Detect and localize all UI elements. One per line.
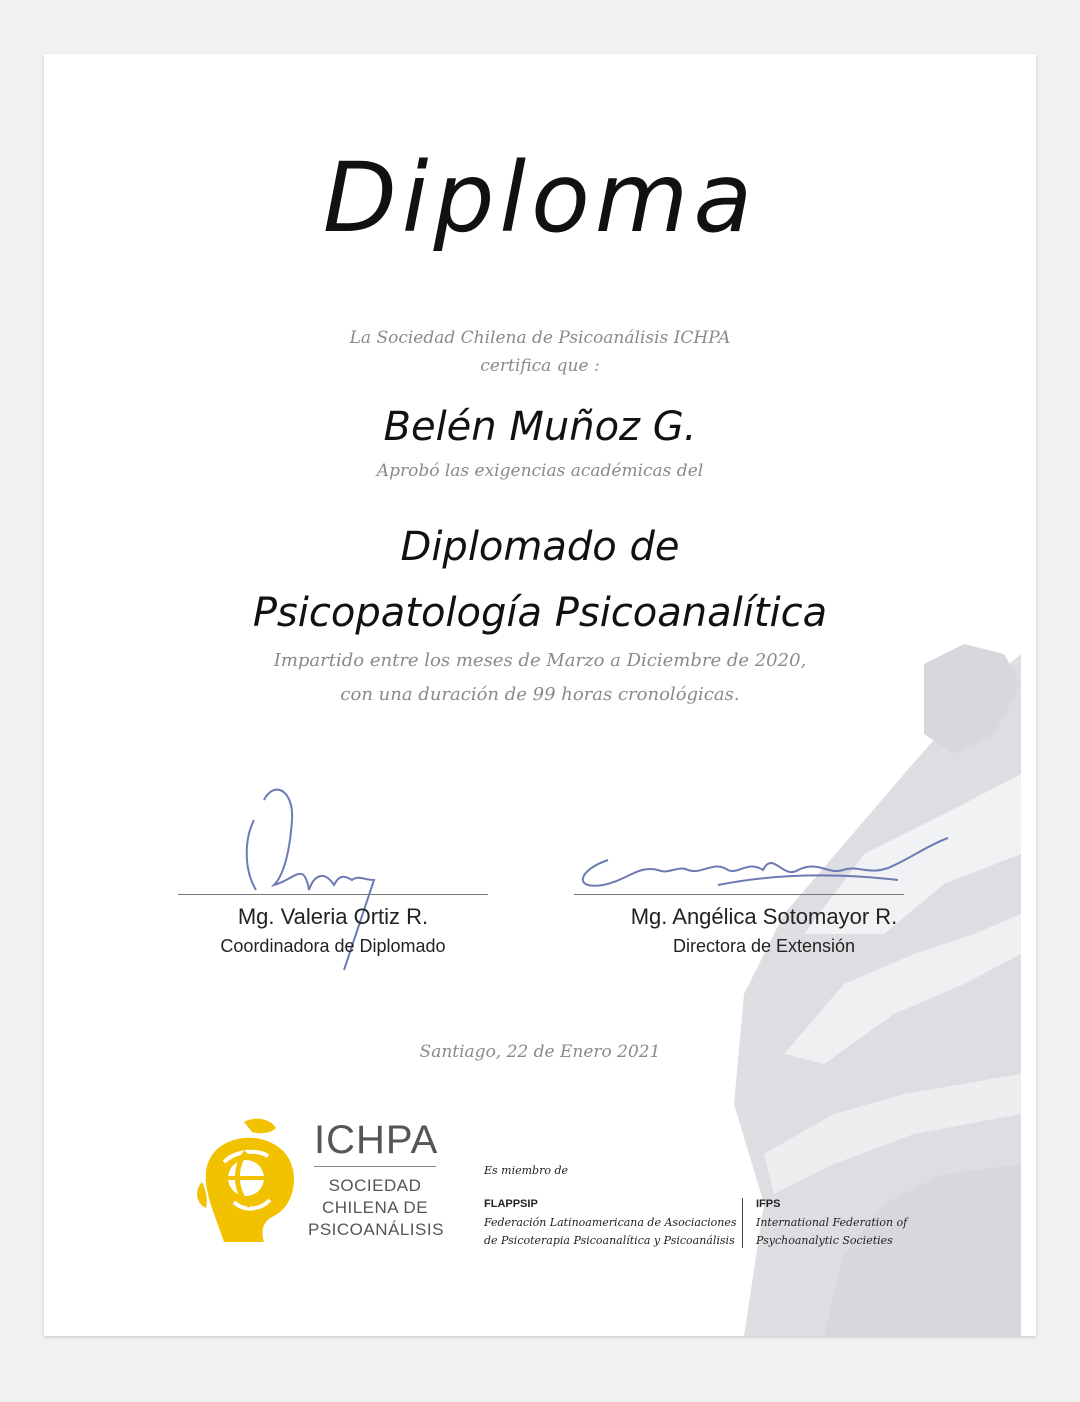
diploma-page <box>44 54 1036 1336</box>
intro-line-2: certifica que : <box>480 356 600 376</box>
ichpa-logo-icon <box>194 1112 304 1252</box>
program-title-line-1: Diplomado de <box>400 524 680 570</box>
ichpa-subtitle-2: CHILENA DE <box>321 1198 429 1217</box>
signature-line-2 <box>574 894 904 895</box>
ichpa-acronym: ICHPA <box>314 1118 439 1162</box>
approved-line: Aprobó las exigencias académicas del <box>376 461 704 481</box>
affiliation-divider <box>742 1198 743 1248</box>
signatory-1-role: Coordinadora de Diplomado <box>220 936 446 956</box>
flappsip-acronym: FLAPPSIP <box>484 1198 538 1210</box>
program-title-line-2: Psicopatología Psicoanalítica <box>252 590 828 636</box>
ichpa-subtitle-1: SOCIEDAD <box>328 1176 422 1195</box>
signatory-1-name: Mg. Valeria Ortiz R. <box>237 904 429 929</box>
intro-line-1: La Sociedad Chilena de Psicoanálisis ICHPA <box>349 328 731 348</box>
flappsip-line-1: Federación Latinoamericana de Asociaciones <box>484 1216 737 1229</box>
signature-line-1 <box>178 894 488 895</box>
period-line-2: con una duración de 99 horas cronológicas. <box>340 684 740 705</box>
signature-angelica-sotomayor <box>568 830 958 900</box>
flappsip-line-2: de Psicoterapia Psicoanalítica y Psicoanálisis <box>484 1234 735 1247</box>
ifps-line-1: International Federation of <box>756 1216 908 1229</box>
signatory-2-role: Directora de Extensión <box>672 936 856 956</box>
recipient-name: Belén Muñoz G. <box>383 404 697 450</box>
signatory-2-name: Mg. Angélica Sotomayor R. <box>630 904 898 929</box>
diploma-title: Diploma <box>322 142 758 254</box>
ifps-line-2: Psychoanalytic Societies <box>756 1234 893 1247</box>
place-and-date: Santiago, 22 de Enero 2021 <box>419 1042 661 1062</box>
ichpa-subtitle-3: PSICOANÁLISIS <box>308 1220 444 1239</box>
period-line-1: Impartido entre los meses de Marzo a Diciembre de 2020, <box>273 650 807 671</box>
ifps-acronym: IFPS <box>756 1198 781 1210</box>
ichpa-divider <box>314 1166 436 1167</box>
member-of-label: Es miembro de <box>484 1164 569 1177</box>
